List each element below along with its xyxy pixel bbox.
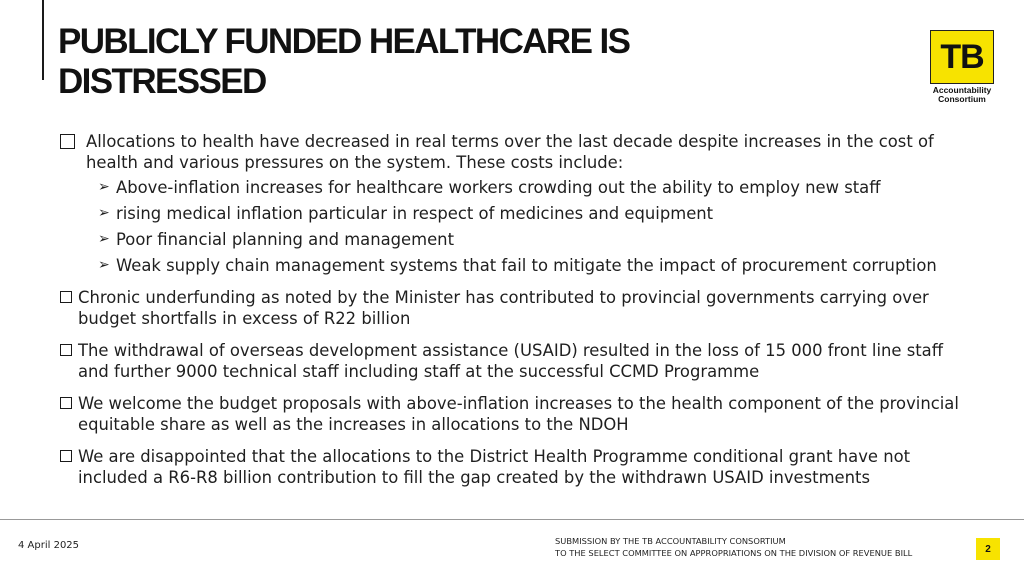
page-title: PUBLICLY FUNDED HEALTHCARE IS DISTRESSED — [58, 22, 630, 101]
bullet-item — [58, 287, 978, 329]
footer-date: 4 April 2025 — [18, 540, 80, 551]
footer-line2: TO THE SELECT COMMITTEE ON APPROPRIATIONS ON THE DIVISION OF REVENUE BILL — [555, 548, 913, 558]
bullet-text: Allocations to health have decreased in real terms over the last decade despite increases in the cost of health and various pressures on the system. These costs include: — [86, 132, 934, 172]
sub-bullet-item — [98, 203, 978, 224]
slide-body — [58, 131, 978, 488]
sub-bullet-item — [98, 229, 978, 250]
logo-badge: TB — [930, 30, 994, 84]
tb-consortium-logo — [930, 30, 994, 104]
bullet-item — [58, 131, 978, 276]
title-accent-line — [42, 0, 44, 80]
arrow-bullet-icon: ➢ — [98, 231, 110, 247]
checkbox-bullet-icon — [60, 134, 75, 149]
checkbox-bullet-icon — [60, 450, 72, 462]
bullet-item — [58, 446, 978, 488]
sub-bullet-list — [78, 177, 978, 276]
bullet-text: We are disappointed that the allocations to the District Health Programme conditional grant have not included a R6-R8 billion contribution to fill the gap created by the withdrawn USAID investments — [78, 447, 911, 487]
checkbox-bullet-icon — [60, 397, 72, 409]
footer-divider — [0, 519, 1024, 520]
checkbox-bullet-icon — [60, 291, 72, 303]
sub-bullet-item — [98, 177, 978, 198]
sub-bullet-text: Weak supply chain management systems that fail to mitigate the impact of procurement corruption — [116, 256, 937, 275]
checkbox-bullet-icon — [60, 344, 72, 356]
arrow-bullet-icon: ➢ — [98, 179, 110, 195]
sub-bullet-item — [98, 255, 978, 276]
sub-bullet-text: Poor financial planning and management — [116, 230, 455, 249]
arrow-bullet-icon: ➢ — [98, 205, 110, 221]
sub-bullet-text: rising medical inflation particular in respect of medicines and equipment — [116, 204, 714, 223]
logo-caption — [930, 86, 994, 104]
logo-caption-line2: Consortium — [938, 94, 986, 104]
footer-submission-note — [555, 535, 912, 559]
page-number: 2 — [976, 538, 1000, 560]
bullet-item — [58, 393, 978, 435]
footer-line1: SUBMISSION BY THE TB ACCOUNTABILITY CONSORTIUM — [555, 536, 786, 546]
logo-caption-line1: Accountability — [932, 85, 992, 95]
bullet-item — [58, 340, 978, 382]
bullet-text: Chronic underfunding as noted by the Minister has contributed to provincial governments carrying over budget shortfalls in excess of R22 billion — [78, 288, 929, 328]
sub-bullet-text: Above-inflation increases for healthcare workers crowding out the ability to employ new staff — [116, 178, 881, 197]
arrow-bullet-icon: ➢ — [98, 257, 110, 273]
bullet-text: The withdrawal of overseas development assistance (USAID) resulted in the loss of 15 000 front line staff and further 9000 technical staff including staff at the successful CCMD Programme — [78, 341, 943, 381]
bullet-text: We welcome the budget proposals with above-inflation increases to the health component of the provincial equitable share as well as the increases in allocations to the NDOH — [78, 394, 959, 434]
